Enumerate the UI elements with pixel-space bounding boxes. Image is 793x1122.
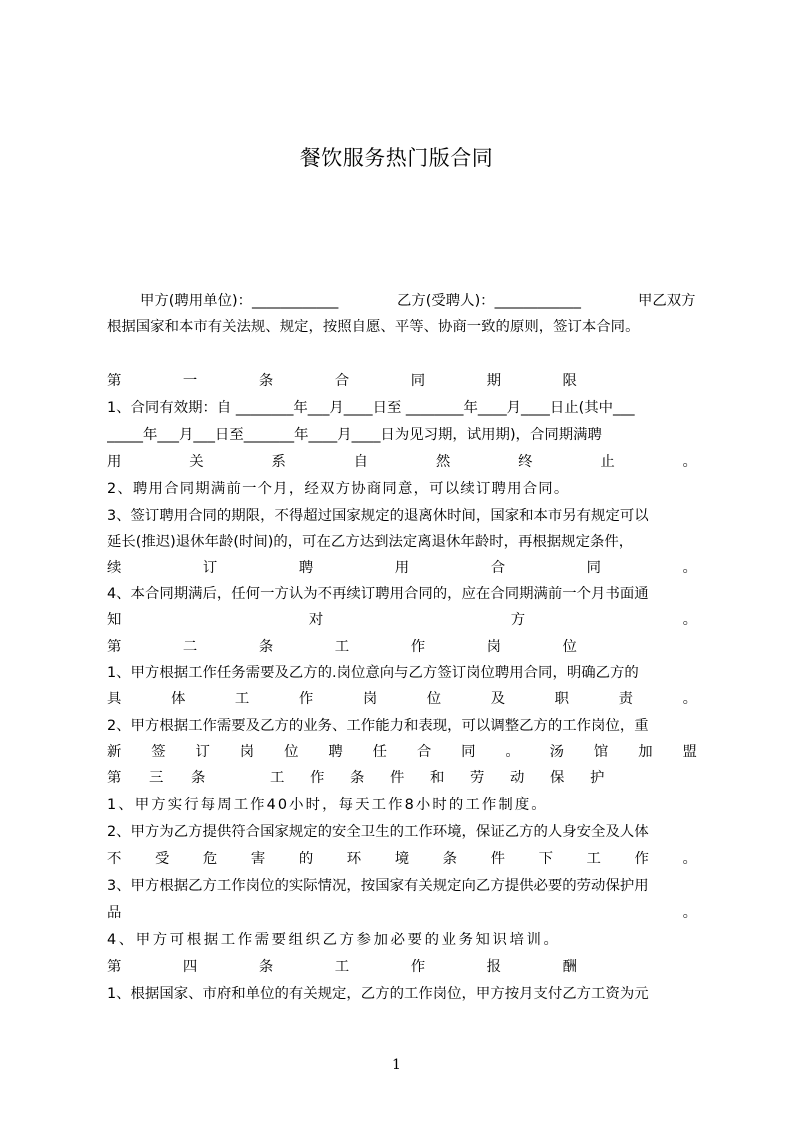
text-char: 的 [298, 851, 314, 867]
intro-paragraph: 根据国家和本市有关法规、规定，按照自愿、平等、协商一致的原则，签订本合同。 [107, 319, 640, 335]
article-3-clause-4: 4、甲方可根据工作需要组织乙方参加必要的业务知识培训。 [107, 932, 561, 948]
heading-char: 保 [550, 770, 565, 786]
document-title: 餐饮服务热门版合同 [299, 146, 494, 170]
article-3-clause-3b [107, 903, 697, 923]
party-b-label: 乙方(受聘人)：____________ [397, 293, 581, 309]
text-char: 盟 [682, 744, 697, 760]
text-char: 岗 [362, 691, 378, 707]
heading-char: 作 [410, 639, 426, 655]
text-char: 。 [682, 905, 697, 921]
heading-char: 一 [182, 373, 198, 389]
text-char: 续 [107, 560, 122, 576]
heading-char: 同 [410, 373, 426, 389]
heading-char: 期 [486, 373, 502, 389]
text-char: 职 [554, 691, 570, 707]
text-char: 合 [416, 744, 432, 760]
text-char: 汤 [549, 744, 565, 760]
heading-char: 条 [258, 959, 274, 975]
heading-char: 作 [310, 770, 325, 786]
text-char: 馆 [593, 744, 609, 760]
text-char: 及 [490, 691, 506, 707]
article-2-clause-1b [107, 689, 697, 709]
article-2-clause-1a: 1、甲方根据工作任务需要及乙方的.岗位意向与乙方签订岗位聘用合同，明确乙方的 [107, 665, 639, 681]
heading-char: 岗 [486, 639, 502, 655]
heading-char: 酬 [562, 959, 577, 975]
heading-char: 和 [430, 770, 445, 786]
heading-char: 条 [258, 639, 274, 655]
text-char: 系 [271, 454, 286, 470]
text-char: 体 [170, 691, 186, 707]
article-1-clause-4b [107, 610, 697, 630]
text-char: 然 [435, 454, 451, 470]
text-char: 下 [538, 851, 553, 867]
heading-char: 第 [107, 373, 122, 389]
article-2-clause-2b [107, 742, 697, 762]
heading-char: 位 [562, 639, 577, 655]
text-char: 止 [600, 454, 615, 470]
text-char: 终 [518, 454, 533, 470]
page-number: 1 [392, 1057, 401, 1073]
article-1-heading [107, 371, 577, 391]
heading-char: 限 [562, 373, 577, 389]
heading-char: 件 [390, 770, 405, 786]
text-char: 环 [346, 851, 362, 867]
article-3-clause-2b [107, 849, 697, 869]
article-1-clause-3c [107, 558, 697, 578]
article-4-heading [107, 957, 577, 977]
text-char: 签 [151, 744, 166, 760]
text-char: 位 [284, 744, 299, 760]
text-char: 工 [234, 691, 250, 707]
heading-char: 第 [107, 959, 122, 975]
text-char: 加 [638, 744, 653, 760]
text-char: 作 [634, 851, 649, 867]
parties-line [107, 291, 697, 311]
heading-char: 第 [107, 770, 122, 786]
article-2-clause-2a: 2、甲方根据工作需要及乙方的业务、工作能力和表现，可以调整乙方的工作岗位，重 [107, 718, 649, 734]
text-char: 具 [107, 691, 122, 707]
text-char: 责 [618, 691, 634, 707]
article-1-clause-4a: 4、本合同期满后，任何一方认为不再续订聘用合同的，应在合同期满前一个月书面通 [107, 586, 649, 602]
heading-char: 第 [107, 639, 122, 655]
article-1-clause-1a: 1、合同有效期：自 ________年___月____日至 ________年____月____日止(其中___ [107, 400, 635, 416]
text-char: 害 [250, 851, 266, 867]
text-char: 件 [490, 851, 506, 867]
text-char: 危 [202, 851, 218, 867]
heading-char: 工 [270, 770, 285, 786]
article-2-heading [107, 637, 577, 657]
text-char: 订 [195, 744, 210, 760]
text-char: 任 [372, 744, 387, 760]
heading-char: 工 [334, 639, 350, 655]
article-1-clause-1b: _____年___月___日至_______年____月____日为见习期，试用期)，合同期满聘 [107, 427, 602, 443]
heading-char: 合 [334, 373, 350, 389]
article-3-clause-2a: 2、甲方为乙方提供符合国家规定的安全卫生的工作环境，保证乙方的人身安全及人体 [107, 824, 649, 840]
text-char: 品 [107, 905, 122, 921]
text-char: 工 [586, 851, 601, 867]
text-char: 岗 [239, 744, 255, 760]
text-char: 用 [394, 560, 410, 576]
heading-char: 二 [182, 639, 198, 655]
text-char: 聘 [298, 560, 314, 576]
text-char: 聘 [328, 744, 343, 760]
heading-char: 报 [486, 959, 502, 975]
text-char: 自 [353, 454, 369, 470]
heading-char: 作 [410, 959, 426, 975]
text-char: 。 [682, 691, 697, 707]
text-char: 受 [154, 851, 170, 867]
article-3-clause-3a: 3、甲方根据乙方工作岗位的实际情况，按国家有关规定向乙方提供必要的劳动保护用 [107, 878, 649, 894]
article-3-clause-1: 1、甲方实行每周工作40小时，每天工作8小时的工作制度。 [107, 797, 548, 813]
heading-char: 条 [258, 373, 274, 389]
heading-char: 三 [149, 770, 164, 786]
text-char: 关 [189, 454, 204, 470]
party-a-label: 甲方(聘用单位)：____________ [140, 293, 339, 309]
text-char: 新 [107, 744, 122, 760]
text-char: 不 [107, 851, 122, 867]
article-4-clause-1: 1、根据国家、市府和单位的有关规定，乙方的工作岗位，甲方按月支付乙方工资为元 [107, 986, 649, 1002]
text-char: 同 [586, 560, 602, 576]
text-char: 订 [202, 560, 218, 576]
article-3-heading [107, 768, 687, 788]
text-char: 对 [308, 612, 324, 628]
text-char: 境 [394, 851, 410, 867]
article-1-clause-3b: 延长(推迟)退休年龄(时间)的，可在乙方达到法定离退休年龄时，再根据规定条件， [107, 534, 634, 550]
text-char: 。 [682, 851, 697, 867]
heading-char: 条 [191, 770, 206, 786]
text-char: 。 [682, 560, 697, 576]
heading-char: 条 [350, 770, 365, 786]
heading-char: 工 [334, 959, 350, 975]
text-char: 作 [298, 691, 314, 707]
text-char: 用 [107, 454, 122, 470]
text-char: 方 [510, 612, 526, 628]
text-char: 位 [426, 691, 442, 707]
parties-tail: 甲乙双方 [638, 293, 696, 309]
text-char: 。 [682, 612, 697, 628]
article-1-clause-3a: 3、签订聘用合同的期限，不得超过国家规定的退离休时间，国家和本市另有规定可以 [107, 508, 649, 524]
text-char: 知 [107, 612, 122, 628]
text-char: 同 [461, 744, 476, 760]
article-1-clause-1c [107, 452, 697, 472]
heading-char: 动 [510, 770, 525, 786]
text-char: 条 [442, 851, 458, 867]
article-1-clause-2: 2、聘用合同期满前一个月，经双方协商同意，可以续订聘用合同。 [107, 481, 570, 497]
heading-char: 四 [182, 959, 198, 975]
heading-char: 劳 [470, 770, 485, 786]
text-char: 。 [682, 454, 697, 470]
heading-char: 护 [590, 770, 605, 786]
text-char: 合 [490, 560, 506, 576]
text-char: 。 [505, 744, 520, 760]
